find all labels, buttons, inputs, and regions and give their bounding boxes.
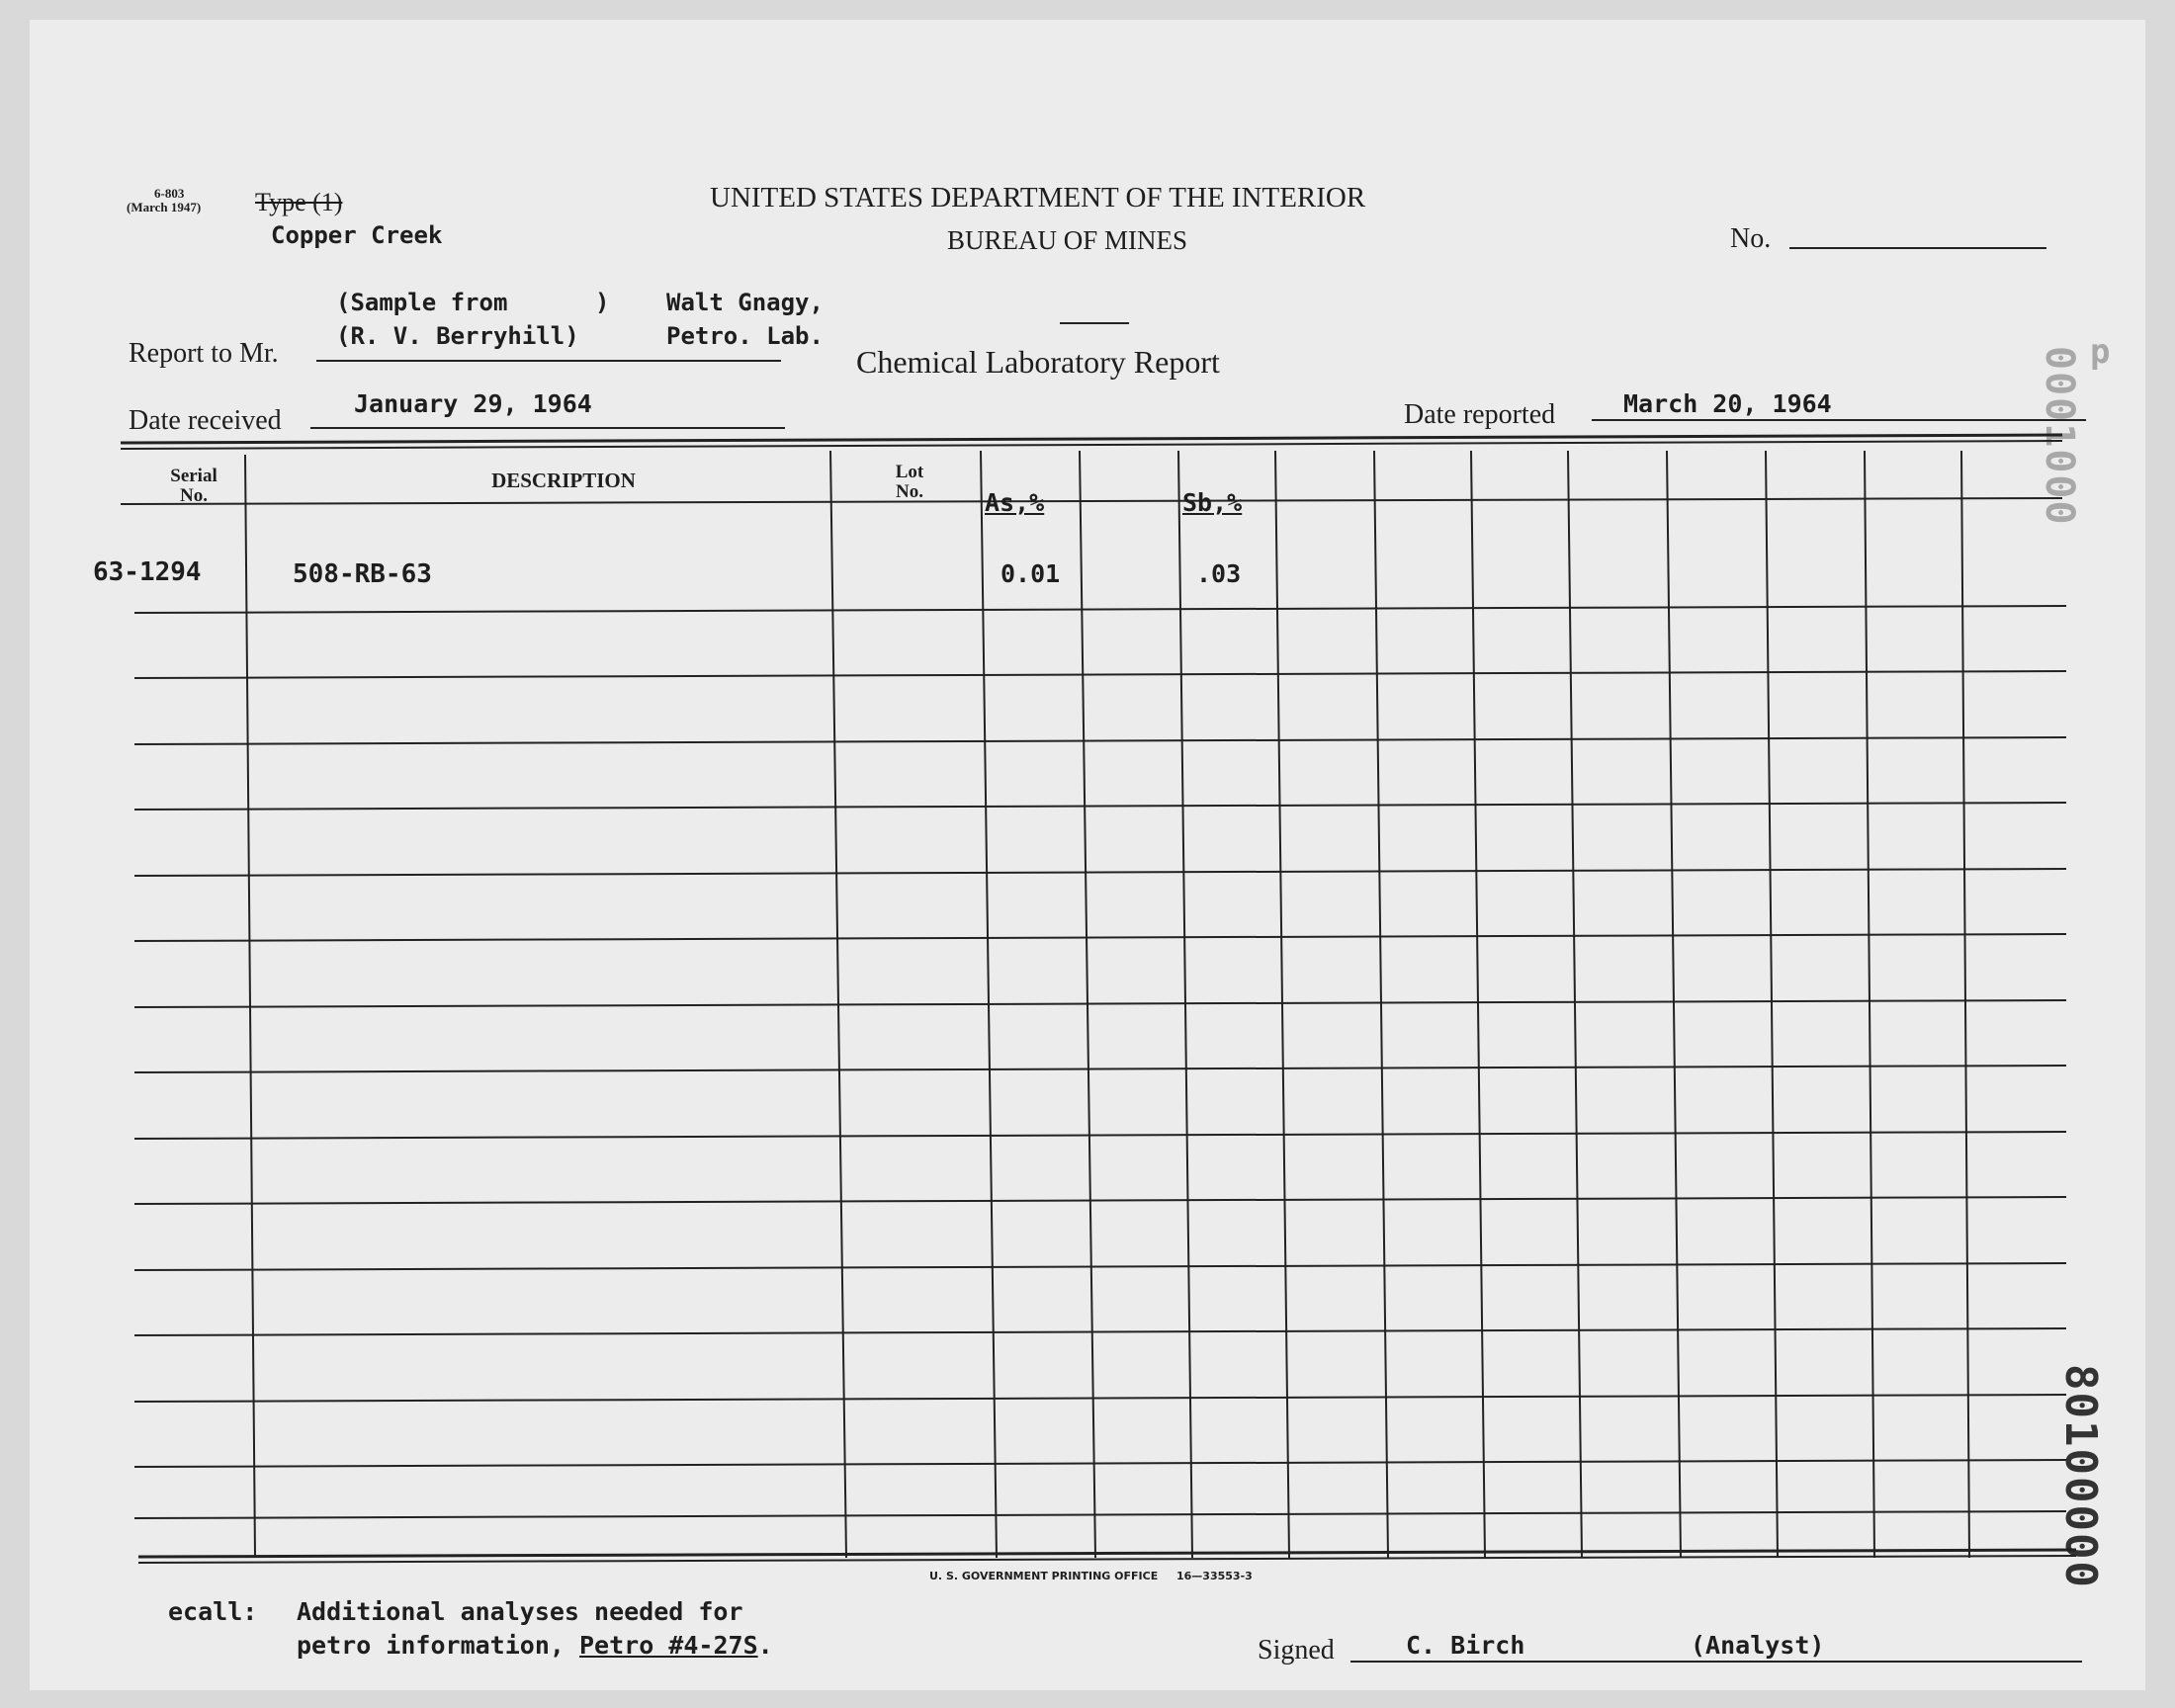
recall-line2-prefix: petro information,	[297, 1631, 565, 1660]
signature-line	[1350, 1661, 2082, 1663]
recipient-dept: Petro. Lab.	[666, 322, 824, 350]
date-received-label: Date received	[129, 405, 282, 436]
recall-line2-suffix: .	[757, 1631, 773, 1660]
header-serial-line1: Serial	[170, 466, 218, 486]
recall-line1: Additional analyses needed for	[297, 1597, 743, 1626]
bureau-name: BUREAU OF MINES	[947, 225, 1188, 255]
row-serial-number: 63-1294	[93, 557, 202, 587]
report-to-label: Report to Mr.	[129, 338, 279, 369]
date-reported-label: Date reported	[1404, 399, 1556, 430]
header-lot-line2: No.	[896, 481, 923, 502]
header-description: DESCRIPTION	[491, 469, 636, 492]
form-code: 6-803	[154, 186, 185, 201]
row-sb-value: .03	[1196, 559, 1242, 588]
recall-line2	[297, 1631, 773, 1660]
print-code: 16—33553-3	[1176, 1570, 1253, 1582]
agency-name: UNITED STATES DEPARTMENT OF THE INTERIOR	[710, 182, 1366, 214]
printing-office: U. S. GOVERNMENT PRINTING OFFICE	[929, 1570, 1159, 1582]
recall-petro-reference: Petro #4-27S	[579, 1631, 758, 1660]
sample-from-label: (Sample from	[336, 289, 508, 316]
table-grid	[30, 20, 2145, 1690]
sample-name: (R. V. Berryhill)	[336, 322, 579, 350]
recall-label: ecall:	[168, 1597, 258, 1626]
analyst-label: (Analyst)	[1691, 1631, 1825, 1660]
date-received-value: January 29, 1964	[354, 389, 592, 418]
report-number-label: No.	[1730, 223, 1772, 254]
date-reported-value: March 20, 1964	[1623, 389, 1832, 418]
signer-name: C. Birch	[1406, 1631, 1525, 1660]
signed-label: Signed	[1258, 1635, 1335, 1665]
form-edition: (March 1947)	[127, 200, 202, 214]
form-type-struck: Type (1)	[255, 188, 343, 216]
recipient-name: Walt Gnagy,	[666, 289, 824, 316]
row-description: 508-RB-63	[293, 559, 432, 589]
sample-from-close: )	[595, 289, 610, 316]
archive-stamp-bottom: 80100000	[2055, 1364, 2106, 1589]
report-form-sheet	[30, 20, 2145, 1690]
archive-stamp-top-letter: p	[2090, 332, 2113, 372]
header-lot-line1: Lot	[895, 462, 924, 482]
header-sb-percent: Sb,%	[1182, 488, 1243, 517]
row-as-value: 0.01	[1000, 559, 1061, 588]
header-serial-line2: No.	[180, 485, 208, 506]
location-name: Copper Creek	[271, 221, 443, 249]
report-title: Chemical Laboratory Report	[856, 344, 1220, 380]
archive-stamp-top: 0001000	[2037, 346, 2082, 527]
header-as-percent: As,%	[985, 488, 1045, 517]
